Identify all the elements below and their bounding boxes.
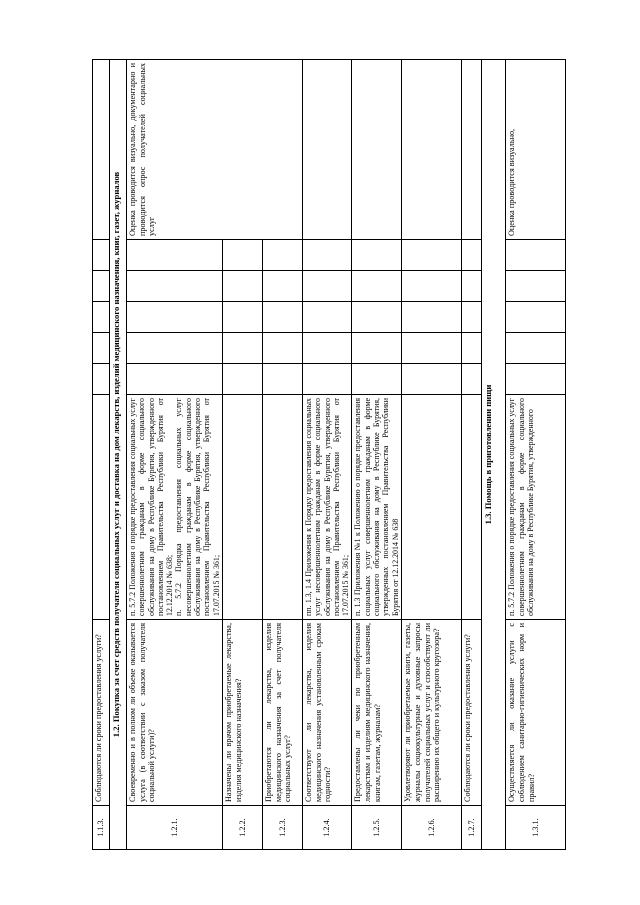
checklist-body <box>93 60 566 850</box>
answer-cell <box>302 271 351 302</box>
item-legal-reference <box>302 395 351 620</box>
assessment-method <box>402 60 462 240</box>
reference-paragraph: п. 5.7.2 Положения о порядке предоставления социальных услуг совершеннолетним гражданам в форме социального обслуживания на дому в Республике Бурятия, утвержденного <box>507 398 536 616</box>
answer-cell <box>352 302 402 333</box>
item-legal-reference <box>262 395 302 620</box>
section-title: 1.2. Покупка за счет средств получателя социальных услуг и доставка на дом лекарств, изделий медицинского назначения, книг, газет, журналов <box>110 60 127 850</box>
answer-cell <box>93 364 110 395</box>
answer-cell <box>262 333 302 364</box>
item-question: Приобретаются ли лекарства, изделия медицинского назначения за счет получателя социальных услуг? <box>262 620 302 806</box>
answer-cell <box>262 302 302 333</box>
rotated-checklist <box>92 60 562 850</box>
table-row <box>127 60 223 850</box>
answer-cell <box>127 271 223 302</box>
answer-cell <box>402 271 462 302</box>
checklist-table <box>92 59 566 850</box>
table-row <box>506 60 566 850</box>
answer-cell <box>127 240 223 271</box>
answer-cell <box>262 240 302 271</box>
reference-paragraph: п. 1.3 Приложения №1 к Положению о порядке предоставления социальных услуг совершеннолетним гражданам в форме социального обслуживания на дому в Республике Бурятия, утвержденных постановлением Правительства Республики Бурятия от 12.12.2014 № 638 <box>353 398 400 616</box>
answer-cell <box>222 302 262 333</box>
item-number: 1.1.3. <box>93 806 110 850</box>
item-number: 1.2.5. <box>352 806 402 850</box>
answer-cell <box>127 333 223 364</box>
answer-cell <box>462 333 482 364</box>
assessment-method: Оценка проводится визуально, документарно и проводится опрос получателей социальных услуг <box>127 60 303 240</box>
item-question: Соответствуют ли лекарства, изделия медицинского назначения установленным срокам годности? <box>302 620 351 806</box>
answer-cell <box>506 364 566 395</box>
answer-cell <box>462 271 482 302</box>
table-row <box>352 60 402 850</box>
section-title: 1.3. Помощь в приготовлении пищи <box>482 60 506 850</box>
assessment-method <box>302 60 351 240</box>
item-question: Назначены ли врачом приобретаемые лекарства, изделия медицинского назначения? <box>222 620 262 806</box>
answer-cell <box>222 271 262 302</box>
item-number: 1.2.7. <box>462 806 482 850</box>
reference-paragraph: п. 5.7.2 Порядка предоставления социальных услуг несовершеннолетним гражданам в форме социального обслуживания на дому в Республике Бурятия, утвержденного постановлением Правительства Республики Бурятия от 17.07.2015 № 361; <box>174 398 221 616</box>
answer-cell <box>506 240 566 271</box>
item-number: 1.2.1. <box>127 806 223 850</box>
answer-cell <box>222 240 262 271</box>
answer-cell <box>302 333 351 364</box>
answer-cell <box>262 271 302 302</box>
table-row <box>302 60 351 850</box>
answer-cell <box>462 364 482 395</box>
answer-cell <box>402 364 462 395</box>
answer-cell <box>262 364 302 395</box>
item-question: Соблюдаются ли сроки предоставления услуги? <box>93 620 110 806</box>
answer-cell <box>506 333 566 364</box>
answer-cell <box>352 364 402 395</box>
answer-cell <box>302 240 351 271</box>
table-row <box>93 60 110 850</box>
item-question: Соблюдаются ли сроки предоставления услуги? <box>462 620 482 806</box>
answer-cell <box>93 271 110 302</box>
item-number: 1.3.1. <box>506 806 566 850</box>
item-question: Осуществляется ли оказание услуги с соблюдением санитарно-гигиенических норм и правил? <box>506 620 566 806</box>
table-row <box>462 60 482 850</box>
section-row <box>482 60 506 850</box>
answer-cell <box>302 302 351 333</box>
item-number: 1.2.4. <box>302 806 351 850</box>
answer-cell <box>506 302 566 333</box>
assessment-method <box>352 60 402 240</box>
item-question: Своевременно и в полном ли объеме оказывается услуга (в соответствии с заказом получателя социальной услуги)? <box>127 620 223 806</box>
answer-cell <box>352 240 402 271</box>
assessment-method <box>462 60 482 240</box>
answer-cell <box>402 240 462 271</box>
answer-cell <box>222 364 262 395</box>
item-question: Удовлетворяют ли приобретаемые книги, газеты, журналы социокультурные и духовные запросы получателей социальных услуг и способствуют ли расширению их общего и культурного кругозора? <box>402 620 462 806</box>
reference-paragraph: п. 5.7.2 Положения о порядке предоставления социальных услуг совершеннолетним гражданам в форме социального обслуживания на дому в Республике Бурятия, утвержденного постановлением Правительства Республики Бурятия от 12.12.2014 № 638; <box>128 398 175 616</box>
item-legal-reference <box>402 395 462 620</box>
answer-cell <box>506 271 566 302</box>
answer-cell <box>352 271 402 302</box>
item-legal-reference <box>93 395 110 620</box>
item-number: 1.2.3. <box>262 806 302 850</box>
item-number: 1.2.2. <box>222 806 262 850</box>
item-legal-reference <box>352 395 402 620</box>
answer-cell <box>402 333 462 364</box>
answer-cell <box>462 240 482 271</box>
item-question: Предоставлены ли чеки по приобретенным лекарствам и изделиям медицинского назначения, книгам, газетам, журналам? <box>352 620 402 806</box>
item-legal-reference <box>462 395 482 620</box>
reference-paragraph: пп. 1.3, 1.4 Приложения к Порядку предоставления социальных услуг несовершеннолетним гражданам в форме социального обслуживания на дому в Республике Бурятия, утвержденного постановлением Правительства Республики Бурятия от 17.07.2015 № 361; <box>303 398 351 616</box>
answer-cell <box>93 333 110 364</box>
table-row <box>402 60 462 850</box>
answer-cell <box>93 302 110 333</box>
item-legal-reference <box>127 395 223 620</box>
answer-cell <box>127 302 223 333</box>
answer-cell <box>352 333 402 364</box>
answer-cell <box>127 364 223 395</box>
item-legal-reference <box>222 395 262 620</box>
item-legal-reference <box>506 395 566 620</box>
answer-cell <box>222 333 262 364</box>
answer-cell <box>462 302 482 333</box>
section-row <box>110 60 127 850</box>
answer-cell <box>402 302 462 333</box>
assessment-method <box>93 60 110 240</box>
assessment-method: Оценка проводится визуально, <box>506 60 566 240</box>
answer-cell <box>93 240 110 271</box>
answer-cell <box>302 364 351 395</box>
item-number: 1.2.6. <box>402 806 462 850</box>
